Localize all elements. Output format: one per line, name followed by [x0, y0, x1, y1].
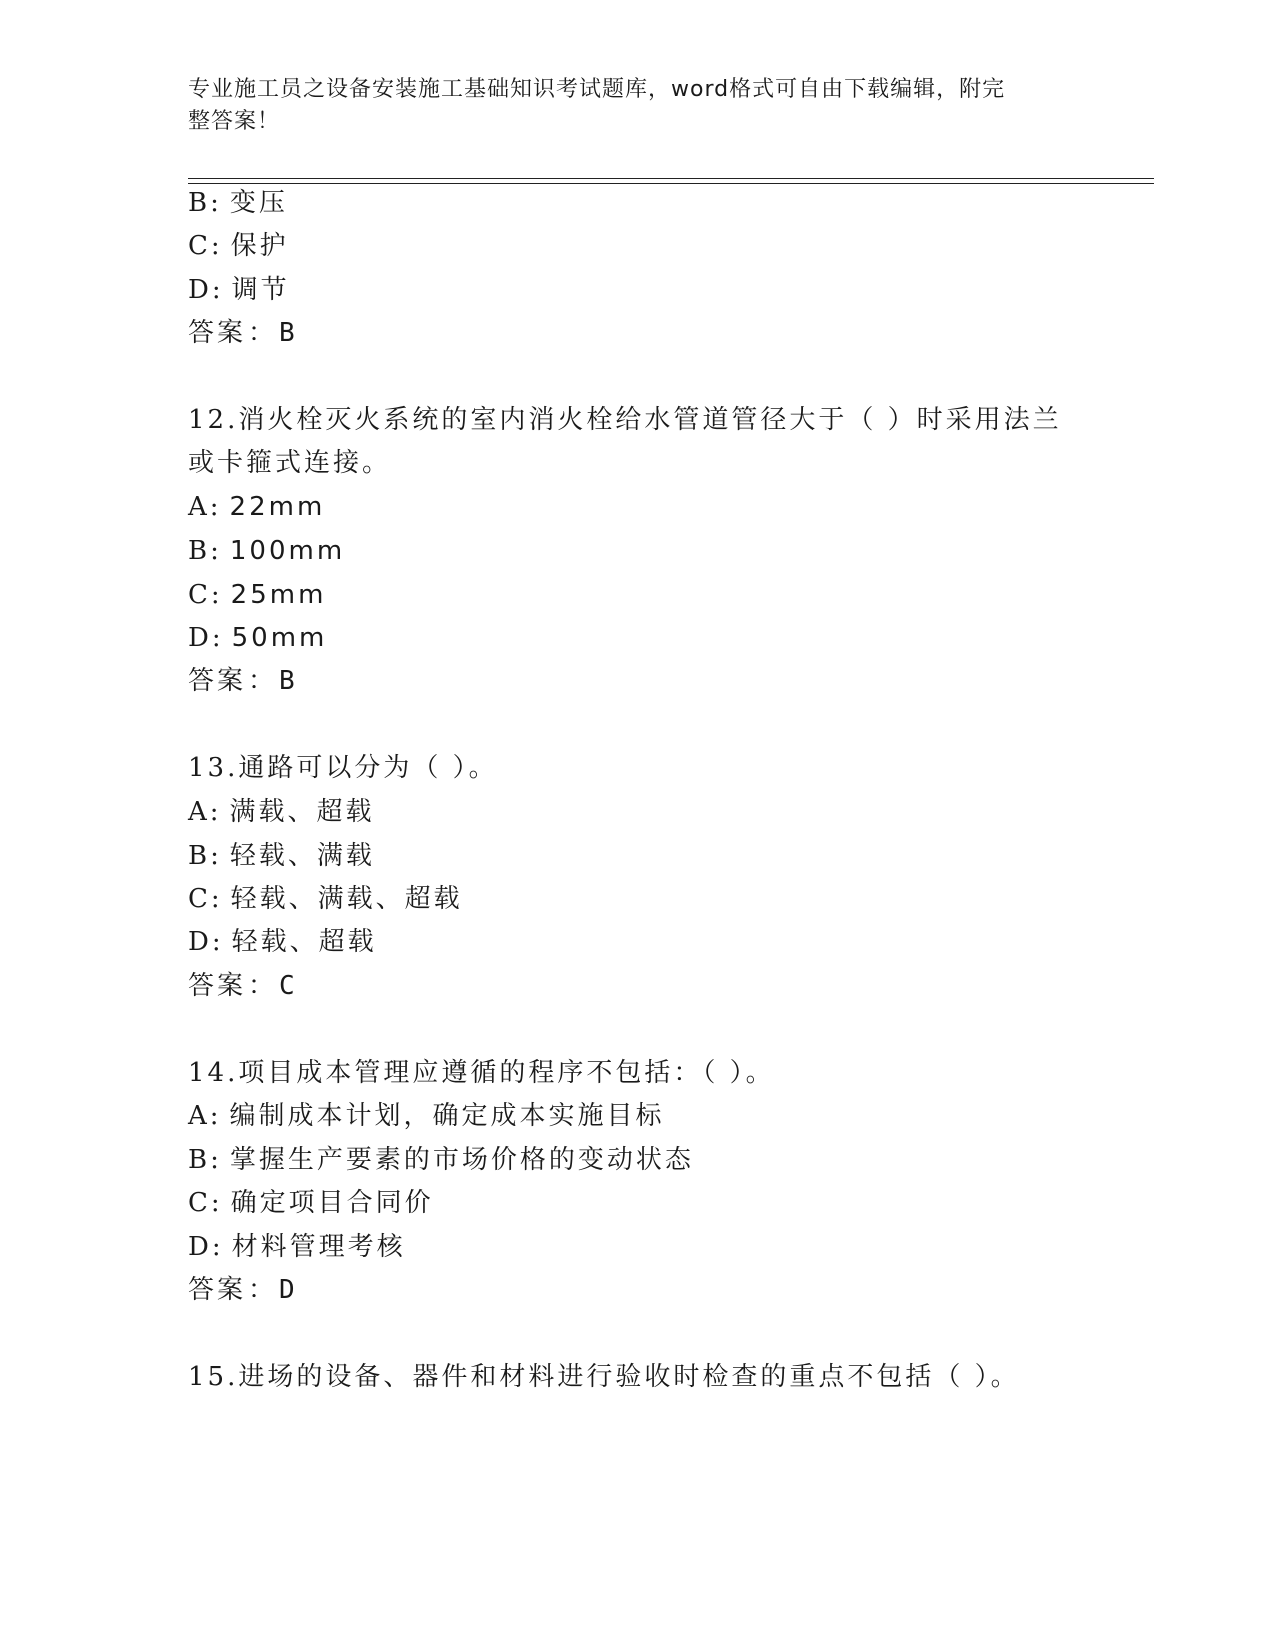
option-text: 22mm	[229, 492, 326, 522]
question-12-line-1	[188, 403, 1062, 437]
q13-option-d	[188, 925, 377, 959]
option-separator: :	[210, 231, 223, 261]
prev-option-b	[188, 186, 288, 220]
q14-option-a	[188, 1099, 665, 1133]
option-text: 变压	[229, 188, 288, 218]
answer-separator: ：	[248, 971, 278, 1001]
option-letter: C	[188, 580, 211, 610]
q14-answer	[188, 1273, 298, 1307]
option-letter: A	[188, 492, 210, 522]
header-divider-bottom	[188, 183, 1154, 184]
option-text: 轻载、满载、超载	[230, 884, 463, 914]
answer-value: C	[279, 971, 298, 1001]
prev-option-d	[188, 273, 290, 307]
answer-label: 答案	[188, 971, 247, 1001]
option-separator: :	[210, 884, 223, 914]
question-text: 进场的设备、器件和材料进行验收时检查的重点不包括（ ）。	[238, 1362, 1020, 1392]
header-line-2: 整答案！	[188, 109, 281, 134]
answer-label: 答案	[188, 318, 247, 348]
option-letter: D	[188, 1232, 212, 1262]
q12-option-a	[188, 490, 325, 524]
document-header	[188, 74, 1068, 138]
option-text: 材料管理考核	[231, 1232, 406, 1262]
q12-answer	[188, 664, 298, 698]
option-text: 100mm	[229, 536, 346, 566]
option-text: 50mm	[231, 623, 328, 653]
option-text: 满载、超载	[229, 797, 375, 827]
header-line-1: 专业施工员之设备安装施工基础知识考试题库，word格式可自由下载编辑，附完	[188, 77, 1006, 102]
option-separator: :	[210, 1188, 223, 1218]
q13-answer	[188, 969, 298, 1003]
option-text: 调节	[231, 275, 290, 305]
prev-option-c	[188, 229, 289, 263]
q14-option-c	[188, 1186, 434, 1220]
option-separator: :	[210, 1145, 222, 1175]
question-text: 或卡箍式连接。	[188, 448, 392, 478]
option-separator: :	[210, 841, 222, 871]
option-separator: :	[211, 275, 224, 305]
answer-value: B	[279, 666, 298, 696]
option-letter: D	[188, 927, 212, 957]
option-letter: C	[188, 1188, 211, 1218]
option-separator: :	[210, 536, 222, 566]
option-letter: A	[188, 797, 210, 827]
question-12-line-2	[188, 446, 391, 480]
option-letter: B	[188, 1145, 211, 1175]
option-text: 保护	[230, 231, 289, 261]
option-separator: :	[211, 927, 224, 957]
option-separator: :	[211, 1232, 224, 1262]
header-divider-top	[188, 178, 1154, 179]
q14-option-b	[188, 1143, 694, 1177]
question-text: 消火栓灭火系统的室内消火栓给水管道管径大于（ ）时采用法兰	[238, 405, 1062, 435]
question-14-line-1	[188, 1056, 775, 1090]
option-letter: B	[188, 536, 211, 566]
option-separator: :	[210, 580, 223, 610]
option-separator: :	[209, 797, 222, 827]
question-text: 通路可以分为（ ）。	[238, 753, 498, 783]
q13-option-b	[188, 839, 375, 873]
option-text: 轻载、满载	[229, 841, 375, 871]
question-number: 13.	[188, 753, 239, 783]
answer-separator: ：	[248, 318, 278, 348]
question-number: 14.	[188, 1058, 239, 1088]
question-15-line-1	[188, 1360, 1020, 1394]
option-letter: A	[188, 1101, 210, 1131]
option-text: 编制成本计划，确定成本实施目标	[229, 1101, 665, 1131]
option-text: 25mm	[230, 580, 327, 610]
answer-value: D	[279, 1275, 298, 1305]
answer-separator: ：	[248, 1275, 278, 1305]
option-text: 掌握生产要素的市场价格的变动状态	[229, 1145, 694, 1175]
option-text: 轻载、超载	[231, 927, 377, 957]
q12-option-b	[188, 534, 345, 568]
answer-separator: ：	[248, 666, 278, 696]
option-letter: D	[188, 275, 212, 305]
answer-label: 答案	[188, 666, 247, 696]
option-letter: C	[188, 884, 211, 914]
option-separator: :	[210, 188, 222, 218]
question-number: 12.	[188, 405, 239, 435]
answer-value: B	[279, 318, 298, 348]
q12-option-c	[188, 578, 326, 612]
q13-option-a	[188, 795, 375, 829]
q12-option-d	[188, 621, 327, 655]
prev-answer	[188, 316, 298, 350]
question-text: 项目成本管理应遵循的程序不包括：（ ）。	[238, 1058, 775, 1088]
option-letter: B	[188, 188, 211, 218]
option-letter: D	[188, 623, 212, 653]
option-separator: :	[211, 623, 224, 653]
answer-label: 答案	[188, 1275, 247, 1305]
option-text: 确定项目合同价	[230, 1188, 434, 1218]
option-letter: C	[188, 231, 211, 261]
question-number: 15.	[188, 1362, 239, 1392]
q13-option-c	[188, 882, 463, 916]
option-letter: B	[188, 841, 211, 871]
q14-option-d	[188, 1230, 406, 1264]
option-separator: :	[209, 1101, 222, 1131]
question-13-line-1	[188, 751, 498, 785]
option-separator: :	[209, 492, 222, 522]
